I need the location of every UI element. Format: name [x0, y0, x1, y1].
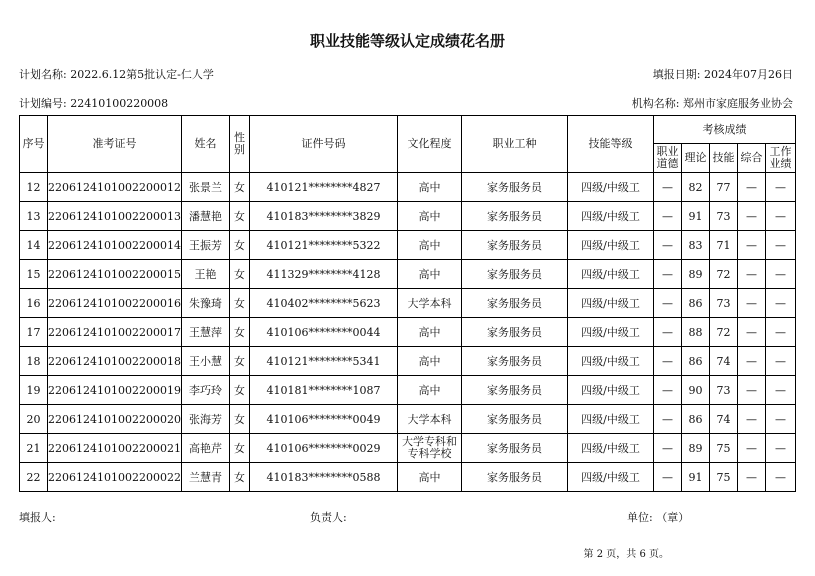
header-gender: 性别	[229, 116, 249, 173]
cell-skill: 71	[709, 231, 737, 260]
header-assessment: 考核成绩	[653, 116, 795, 144]
cell-skill: 73	[709, 376, 737, 405]
cell-gender: 女	[229, 434, 249, 463]
table-row	[20, 231, 796, 260]
header-name: 姓名	[181, 116, 229, 173]
cell-education: 高中	[397, 260, 461, 289]
cell-occupation: 家务服务员	[461, 347, 567, 376]
cell-skill: 75	[709, 434, 737, 463]
cell-work: —	[765, 289, 795, 318]
cell-exam-id: 2206124101002200013	[48, 202, 182, 231]
cell-seq: 21	[20, 434, 48, 463]
cell-name: 王艳	[181, 260, 229, 289]
cell-gender: 女	[229, 347, 249, 376]
cell-work: —	[765, 318, 795, 347]
cell-gender: 女	[229, 405, 249, 434]
cell-skill: 72	[709, 318, 737, 347]
cell-theory: 91	[681, 202, 709, 231]
cell-skill: 77	[709, 173, 737, 202]
header-exam-id: 准考证号	[48, 116, 182, 173]
cell-education: 高中	[397, 463, 461, 492]
cell-comprehensive: —	[737, 202, 765, 231]
cell-seq: 20	[20, 405, 48, 434]
cell-skill-level: 四级/中级工	[567, 405, 653, 434]
cell-id-number: 410121********5341	[249, 347, 397, 376]
cell-work: —	[765, 231, 795, 260]
cell-occupation: 家务服务员	[461, 405, 567, 434]
cell-name: 潘慧艳	[181, 202, 229, 231]
table-row	[20, 260, 796, 289]
cell-skill: 75	[709, 463, 737, 492]
cell-theory: 86	[681, 289, 709, 318]
cell-occupation: 家务服务员	[461, 173, 567, 202]
cell-name: 王小慧	[181, 347, 229, 376]
cell-exam-id: 2206124101002200018	[48, 347, 182, 376]
cell-skill-level: 四级/中级工	[567, 289, 653, 318]
cell-skill: 74	[709, 405, 737, 434]
table-row	[20, 463, 796, 492]
cell-comprehensive: —	[737, 405, 765, 434]
cell-exam-id: 2206124101002200021	[48, 434, 182, 463]
cell-gender: 女	[229, 202, 249, 231]
results-table	[19, 115, 796, 492]
cell-work: —	[765, 260, 795, 289]
cell-skill-level: 四级/中级工	[567, 347, 653, 376]
table-row	[20, 318, 796, 347]
cell-work: —	[765, 173, 795, 202]
cell-theory: 86	[681, 347, 709, 376]
cell-gender: 女	[229, 260, 249, 289]
cell-comprehensive: —	[737, 173, 765, 202]
cell-work: —	[765, 347, 795, 376]
cell-id-number: 410181********1087	[249, 376, 397, 405]
cell-theory: 82	[681, 173, 709, 202]
cell-seq: 14	[20, 231, 48, 260]
cell-work: —	[765, 463, 795, 492]
cell-exam-id: 2206124101002200022	[48, 463, 182, 492]
cell-id-number: 410106********0049	[249, 405, 397, 434]
cell-skill-level: 四级/中级工	[567, 260, 653, 289]
fill-date: 填报日期: 2024年07月26日	[652, 68, 793, 81]
cell-id-number: 410183********0588	[249, 463, 397, 492]
cell-work: —	[765, 434, 795, 463]
cell-education: 高中	[397, 347, 461, 376]
cell-gender: 女	[229, 231, 249, 260]
table-row	[20, 202, 796, 231]
cell-occupation: 家务服务员	[461, 318, 567, 347]
cell-education: 高中	[397, 173, 461, 202]
cell-theory: 89	[681, 260, 709, 289]
plan-number: 计划编号: 22410100220008	[19, 97, 169, 110]
table-row	[20, 434, 796, 463]
cell-seq: 19	[20, 376, 48, 405]
cell-name: 高艳芹	[181, 434, 229, 463]
cell-education: 高中	[397, 202, 461, 231]
cell-exam-id: 2206124101002200016	[48, 289, 182, 318]
cell-skill-level: 四级/中级工	[567, 173, 653, 202]
cell-education: 高中	[397, 231, 461, 260]
cell-name: 朱豫琦	[181, 289, 229, 318]
cell-gender: 女	[229, 376, 249, 405]
cell-comprehensive: —	[737, 289, 765, 318]
cell-theory: 86	[681, 405, 709, 434]
cell-name: 王振芳	[181, 231, 229, 260]
cell-comprehensive: —	[737, 231, 765, 260]
cell-education: 高中	[397, 376, 461, 405]
header-education: 文化程度	[397, 116, 461, 173]
cell-seq: 17	[20, 318, 48, 347]
table-row	[20, 376, 796, 405]
cell-ethics: —	[653, 202, 681, 231]
cell-name: 张景兰	[181, 173, 229, 202]
responsible-label: 负责人:	[310, 511, 347, 524]
cell-ethics: —	[653, 463, 681, 492]
cell-skill-level: 四级/中级工	[567, 434, 653, 463]
cell-theory: 83	[681, 231, 709, 260]
cell-id-number: 410183********3829	[249, 202, 397, 231]
cell-seq: 22	[20, 463, 48, 492]
org-name: 机构名称: 郑州市家庭服务业协会	[631, 97, 793, 110]
cell-comprehensive: —	[737, 434, 765, 463]
cell-exam-id: 2206124101002200020	[48, 405, 182, 434]
cell-seq: 18	[20, 347, 48, 376]
header-work-performance: 工作业绩	[765, 144, 795, 173]
cell-id-number: 410106********0029	[249, 434, 397, 463]
cell-occupation: 家务服务员	[461, 202, 567, 231]
cell-comprehensive: —	[737, 318, 765, 347]
cell-seq: 15	[20, 260, 48, 289]
cell-seq: 16	[20, 289, 48, 318]
cell-ethics: —	[653, 434, 681, 463]
header-seq: 序号	[20, 116, 48, 173]
table-row	[20, 173, 796, 202]
cell-occupation: 家务服务员	[461, 231, 567, 260]
cell-seq: 12	[20, 173, 48, 202]
header-skill: 技能	[709, 144, 737, 173]
cell-id-number: 410121********5322	[249, 231, 397, 260]
cell-id-number: 411329********4128	[249, 260, 397, 289]
cell-skill-level: 四级/中级工	[567, 202, 653, 231]
cell-gender: 女	[229, 463, 249, 492]
cell-education: 大学本科	[397, 405, 461, 434]
cell-education: 大学本科	[397, 289, 461, 318]
cell-education: 大学专科和专科学校	[397, 434, 461, 463]
cell-occupation: 家务服务员	[461, 376, 567, 405]
cell-theory: 91	[681, 463, 709, 492]
header-ethics: 职业道德	[653, 144, 681, 173]
cell-theory: 90	[681, 376, 709, 405]
cell-name: 张海芳	[181, 405, 229, 434]
cell-name: 兰慧青	[181, 463, 229, 492]
cell-id-number: 410402********5623	[249, 289, 397, 318]
cell-occupation: 家务服务员	[461, 260, 567, 289]
plan-name: 计划名称: 2022.6.12第5批认定-仁人学	[19, 68, 214, 81]
cell-occupation: 家务服务员	[461, 434, 567, 463]
cell-occupation: 家务服务员	[461, 289, 567, 318]
cell-ethics: —	[653, 376, 681, 405]
table-row	[20, 347, 796, 376]
cell-comprehensive: —	[737, 260, 765, 289]
cell-exam-id: 2206124101002200012	[48, 173, 182, 202]
cell-ethics: —	[653, 347, 681, 376]
cell-gender: 女	[229, 318, 249, 347]
cell-comprehensive: —	[737, 463, 765, 492]
cell-gender: 女	[229, 173, 249, 202]
cell-ethics: —	[653, 231, 681, 260]
cell-ethics: —	[653, 318, 681, 347]
cell-skill-level: 四级/中级工	[567, 463, 653, 492]
cell-ethics: —	[653, 405, 681, 434]
cell-skill: 74	[709, 347, 737, 376]
cell-work: —	[765, 202, 795, 231]
cell-id-number: 410106********0044	[249, 318, 397, 347]
cell-seq: 13	[20, 202, 48, 231]
cell-theory: 88	[681, 318, 709, 347]
cell-education: 高中	[397, 318, 461, 347]
cell-exam-id: 2206124101002200014	[48, 231, 182, 260]
cell-ethics: —	[653, 173, 681, 202]
cell-exam-id: 2206124101002200017	[48, 318, 182, 347]
cell-occupation: 家务服务员	[461, 463, 567, 492]
cell-comprehensive: —	[737, 347, 765, 376]
header-id-number: 证件号码	[249, 116, 397, 173]
cell-comprehensive: —	[737, 376, 765, 405]
cell-skill-level: 四级/中级工	[567, 231, 653, 260]
cell-skill-level: 四级/中级工	[567, 318, 653, 347]
cell-ethics: —	[653, 260, 681, 289]
header-theory: 理论	[681, 144, 709, 173]
cell-work: —	[765, 405, 795, 434]
cell-skill: 72	[709, 260, 737, 289]
filler-label: 填报人:	[19, 511, 56, 524]
cell-exam-id: 2206124101002200019	[48, 376, 182, 405]
cell-skill: 73	[709, 202, 737, 231]
cell-id-number: 410121********4827	[249, 173, 397, 202]
cell-name: 王慧萍	[181, 318, 229, 347]
cell-skill-level: 四级/中级工	[567, 376, 653, 405]
cell-work: —	[765, 376, 795, 405]
table-row	[20, 405, 796, 434]
cell-exam-id: 2206124101002200015	[48, 260, 182, 289]
cell-theory: 89	[681, 434, 709, 463]
page-number: 第 2 页，共 6 页。	[583, 549, 669, 560]
cell-name: 李巧玲	[181, 376, 229, 405]
header-skill-level: 技能等级	[567, 116, 653, 173]
unit-seal-label: 单位: （章）	[627, 511, 690, 524]
page-title: 职业技能等级认定成绩花名册	[309, 32, 505, 50]
header-occupation: 职业工种	[461, 116, 567, 173]
cell-ethics: —	[653, 289, 681, 318]
cell-skill: 73	[709, 289, 737, 318]
table-row	[20, 289, 796, 318]
cell-gender: 女	[229, 289, 249, 318]
header-comprehensive: 综合	[737, 144, 765, 173]
